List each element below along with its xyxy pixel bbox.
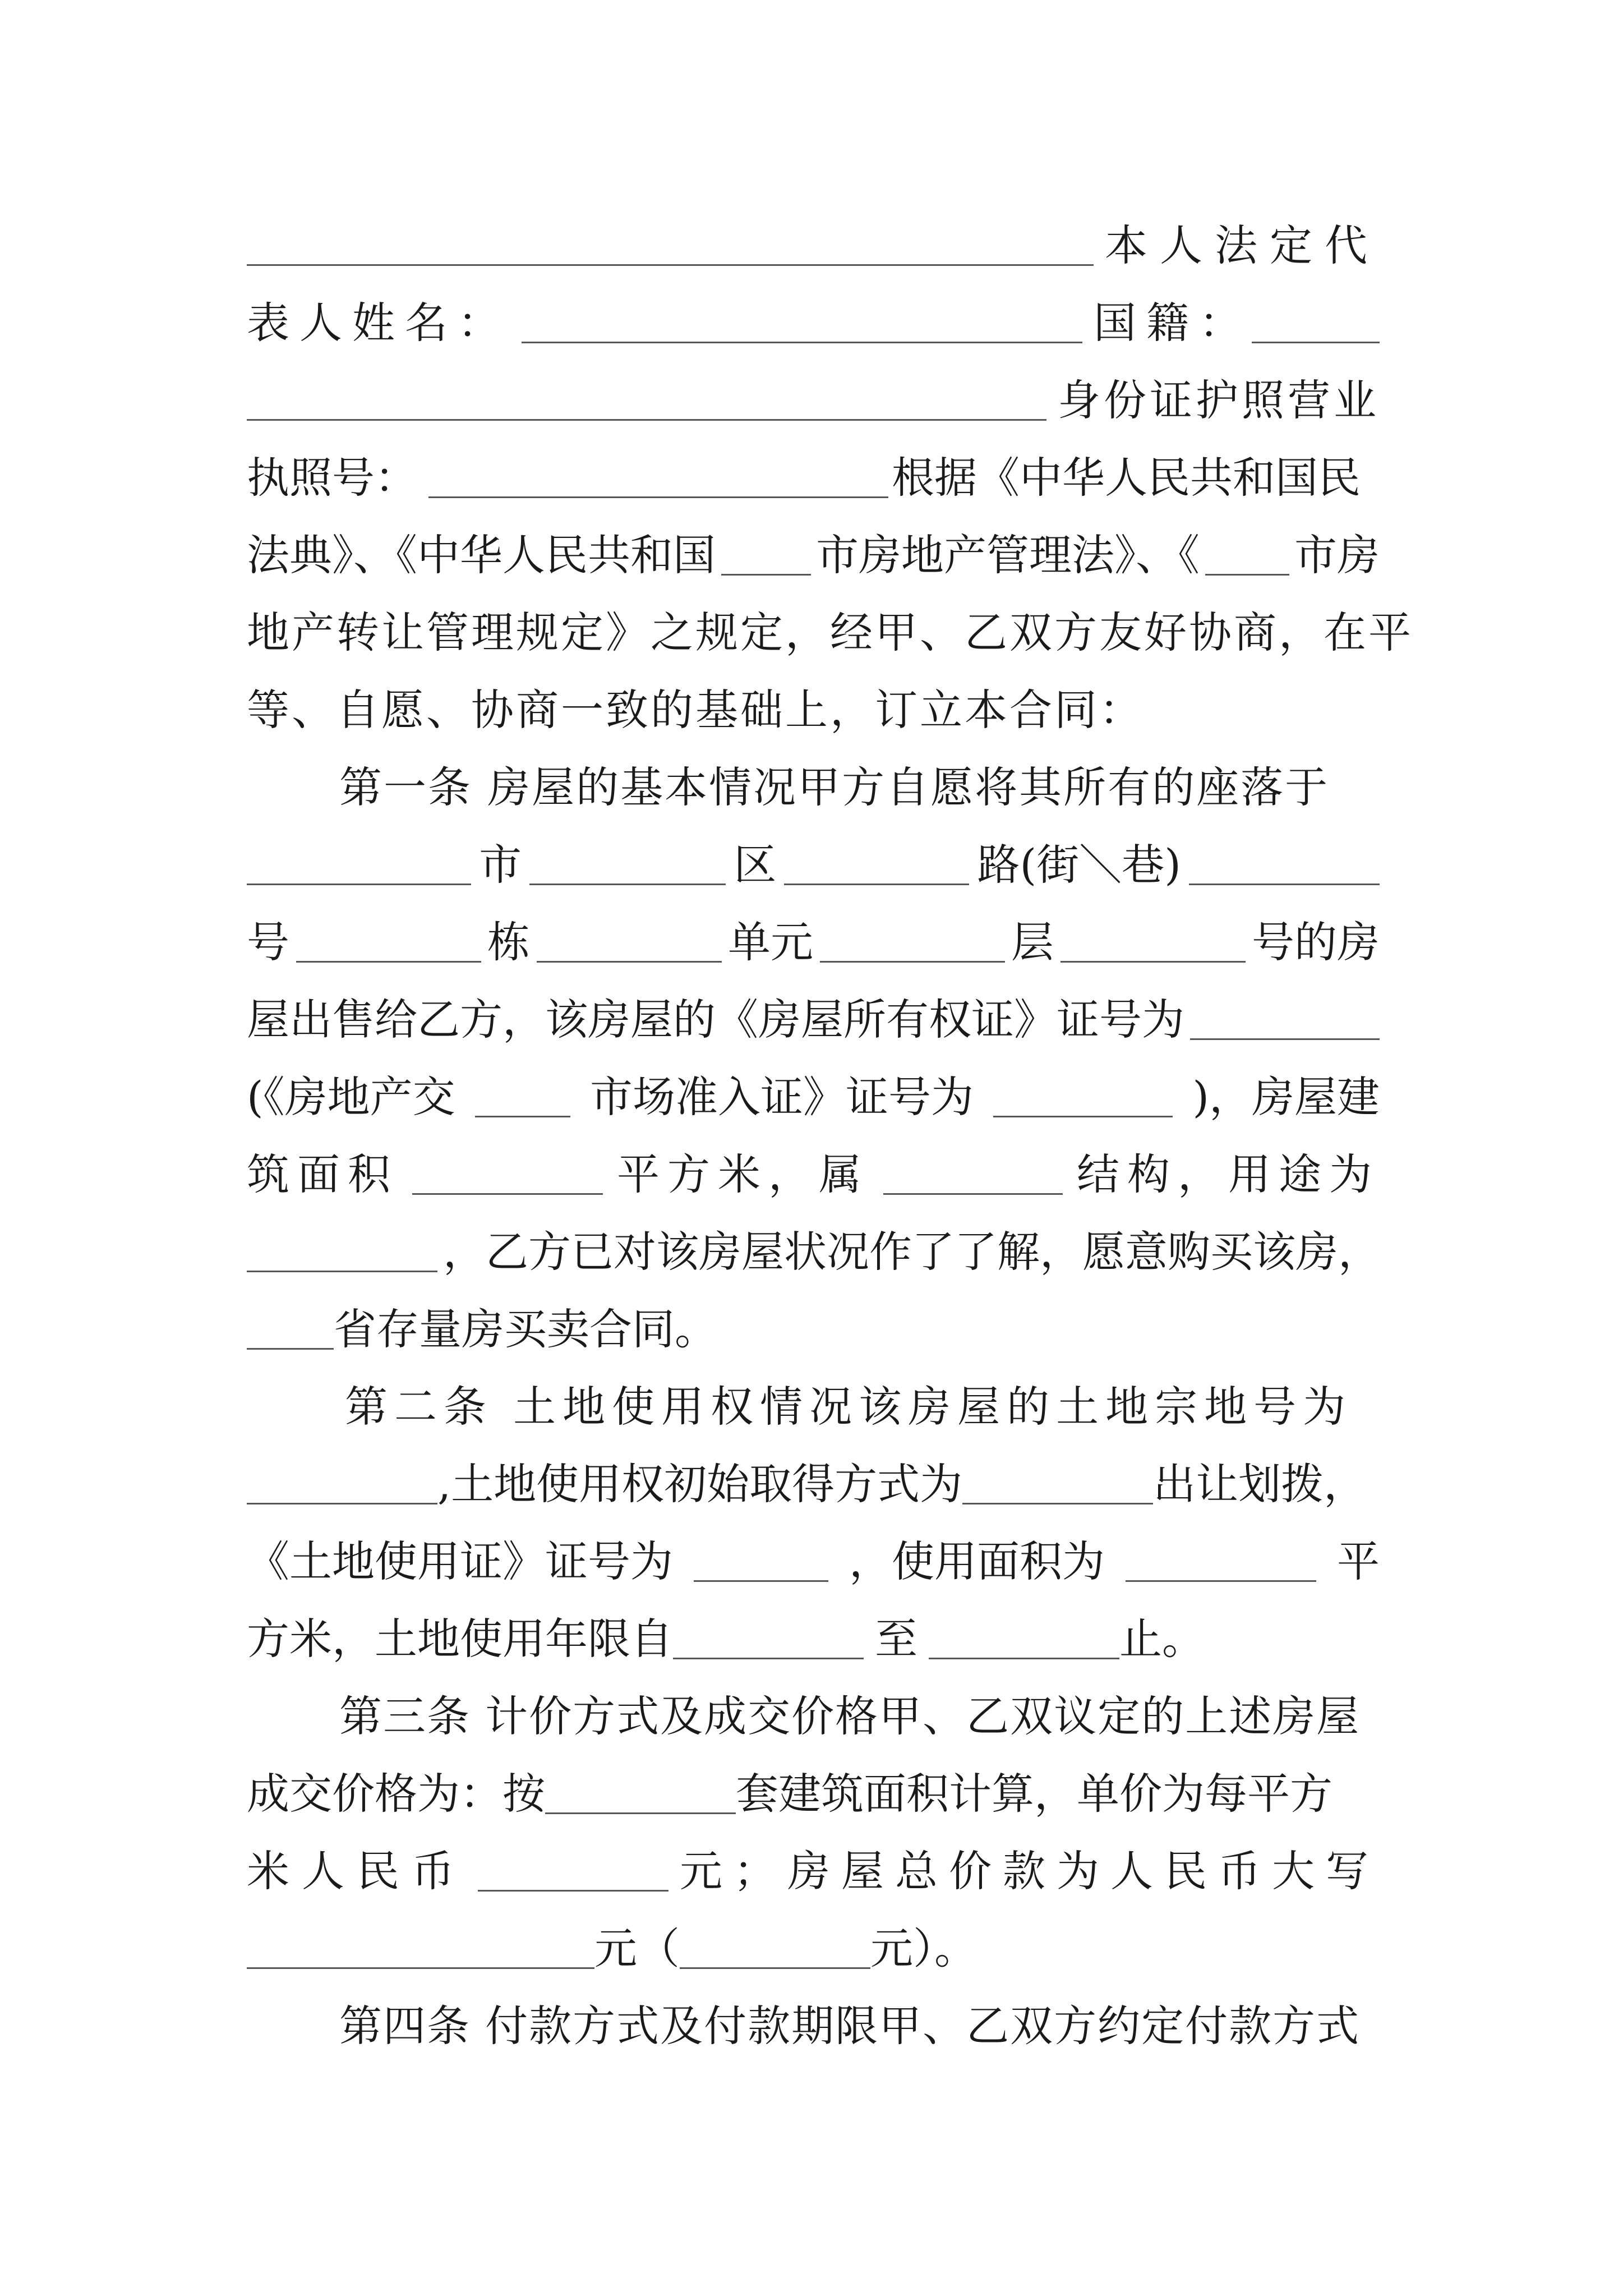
blank-field[interactable]	[993, 1076, 1173, 1117]
line-text: 等、自愿、协商一致的基础上，订立本合同：	[247, 685, 1144, 735]
text-line	[247, 978, 1380, 1046]
blank-field[interactable]	[694, 1541, 828, 1582]
blank-field[interactable]	[537, 922, 722, 963]
blank-field[interactable]	[929, 1618, 1119, 1659]
text-line	[247, 1830, 1380, 1897]
text-line	[247, 282, 1380, 349]
text-line	[247, 436, 1380, 504]
line-text: ，乙方已对该房屋状况作了了解，愿意购买该房，	[443, 1227, 1381, 1277]
line-text: 《土地使用证》证号为	[247, 1536, 673, 1586]
line-text: 平	[1337, 1536, 1380, 1586]
line-text: 结构，用途为	[1077, 1149, 1380, 1199]
line-text: 市	[479, 840, 522, 890]
text-line	[247, 746, 1380, 813]
blank-field[interactable]	[883, 1154, 1063, 1195]
line-text: 身份证护照营业	[1058, 375, 1380, 425]
blank-field[interactable]	[721, 535, 811, 576]
line-text: 路(街＼巷)	[977, 840, 1181, 890]
blank-field[interactable]	[820, 922, 1005, 963]
blank-field[interactable]	[412, 1154, 603, 1195]
text-line	[247, 1752, 1380, 1820]
text-line	[247, 1056, 1380, 1123]
line-text: 元）。	[870, 1924, 977, 1973]
line-text: 市场准入证》证号为	[590, 1072, 974, 1122]
text-line	[247, 1365, 1380, 1433]
line-text: 第四条 付款方式及付款期限甲、乙双方约定付款方式	[339, 2001, 1361, 2051]
text-line	[247, 1985, 1380, 2052]
blank-field[interactable]	[475, 1076, 570, 1117]
line-text: 区	[734, 840, 777, 890]
text-line	[247, 204, 1380, 272]
line-text: ,土地使用权初始取得方式为	[437, 1459, 963, 1509]
text-line	[247, 1907, 1380, 1975]
blank-field[interactable]	[247, 844, 471, 885]
text-line	[247, 1133, 1380, 1200]
line-text: 第一条 房屋的基本情况甲方自愿将其所有的座落于	[339, 762, 1330, 812]
text-line	[247, 1675, 1380, 1742]
text-line	[247, 901, 1380, 968]
text-line	[247, 1443, 1380, 1510]
line-text: 表人姓名：	[247, 298, 510, 348]
line-text: 米人民币	[247, 1846, 467, 1896]
blank-field[interactable]	[1205, 535, 1289, 576]
line-text: 号的房	[1252, 917, 1380, 967]
line-text: 号	[247, 917, 289, 967]
blank-field[interactable]	[1252, 302, 1380, 343]
line-text: 成交价格为：按	[247, 1769, 545, 1819]
line-text: 市房	[1294, 530, 1380, 580]
line-text: 元（	[594, 1924, 680, 1973]
line-text: 出让划拨，	[1153, 1459, 1367, 1509]
blank-field[interactable]	[1189, 844, 1380, 885]
line-text: 第三条 计价方式及成交价格甲、乙双议定的上述房屋	[339, 1691, 1361, 1741]
blank-field[interactable]	[962, 1464, 1153, 1504]
line-text: 第二条 土地使用权情况该房屋的土地宗地号为	[345, 1382, 1353, 1432]
text-line	[247, 823, 1380, 891]
line-text: 平方米，属	[617, 1149, 869, 1199]
line-text: 方米，土地使用年限自	[247, 1614, 673, 1664]
blank-field[interactable]	[247, 1231, 437, 1272]
blank-field[interactable]	[1190, 999, 1380, 1040]
line-text: 根据《中华人民共和国民	[892, 453, 1361, 503]
line-text: 至	[875, 1614, 917, 1664]
blank-field[interactable]	[545, 1773, 736, 1814]
text-line	[247, 514, 1380, 581]
text-line	[247, 1598, 1380, 1665]
text-line	[247, 1288, 1380, 1355]
text-line	[247, 669, 1380, 736]
line-text: 屋出售给乙方，该房屋的《房屋所有权证》证号为	[247, 995, 1184, 1045]
blank-field[interactable]	[522, 302, 1082, 343]
blank-field[interactable]	[247, 380, 1046, 421]
line-text: ，使用面积为	[849, 1536, 1105, 1586]
blank-field[interactable]	[784, 844, 969, 885]
blank-field[interactable]	[478, 1851, 668, 1892]
blank-field[interactable]	[673, 1618, 864, 1659]
line-text: 单元	[728, 917, 813, 967]
line-text: 止。	[1119, 1614, 1205, 1664]
line-text: 执照号：	[247, 453, 417, 503]
line-text: 本人法定代	[1105, 220, 1380, 270]
line-text: (《房地产交	[247, 1072, 455, 1122]
line-text: )，房屋建	[1192, 1072, 1380, 1122]
line-text: 地产转让管理规定》之规定，经甲、乙双方友好协商，在平	[247, 608, 1413, 657]
line-text: 国籍：	[1094, 298, 1252, 348]
blank-field[interactable]	[1061, 922, 1246, 963]
line-text: 元；房屋总价款为人民币大写	[680, 1846, 1380, 1896]
line-text: 市房地产管理法》、《	[816, 530, 1200, 580]
blank-field[interactable]	[680, 1928, 870, 1969]
blank-field[interactable]	[296, 922, 481, 963]
text-line	[247, 359, 1380, 426]
blank-field[interactable]	[247, 225, 1094, 266]
line-text: 省存量房买卖合同。	[334, 1304, 717, 1354]
blank-field[interactable]	[247, 1309, 334, 1350]
blank-field[interactable]	[428, 457, 888, 498]
text-line	[247, 1211, 1380, 1278]
blank-field[interactable]	[529, 844, 726, 885]
blank-field[interactable]	[247, 1928, 594, 1969]
blank-field[interactable]	[1126, 1541, 1316, 1582]
text-line	[247, 1520, 1380, 1588]
line-text: 套建筑面积计算，单价为每平方	[736, 1769, 1332, 1819]
text-line	[247, 591, 1413, 659]
line-text: 栋	[487, 917, 530, 967]
line-text: 筑面积	[247, 1149, 398, 1199]
blank-field[interactable]	[247, 1464, 437, 1504]
line-text: 层	[1011, 917, 1054, 967]
line-text: 法典》、《中华人民共和国	[247, 530, 716, 580]
